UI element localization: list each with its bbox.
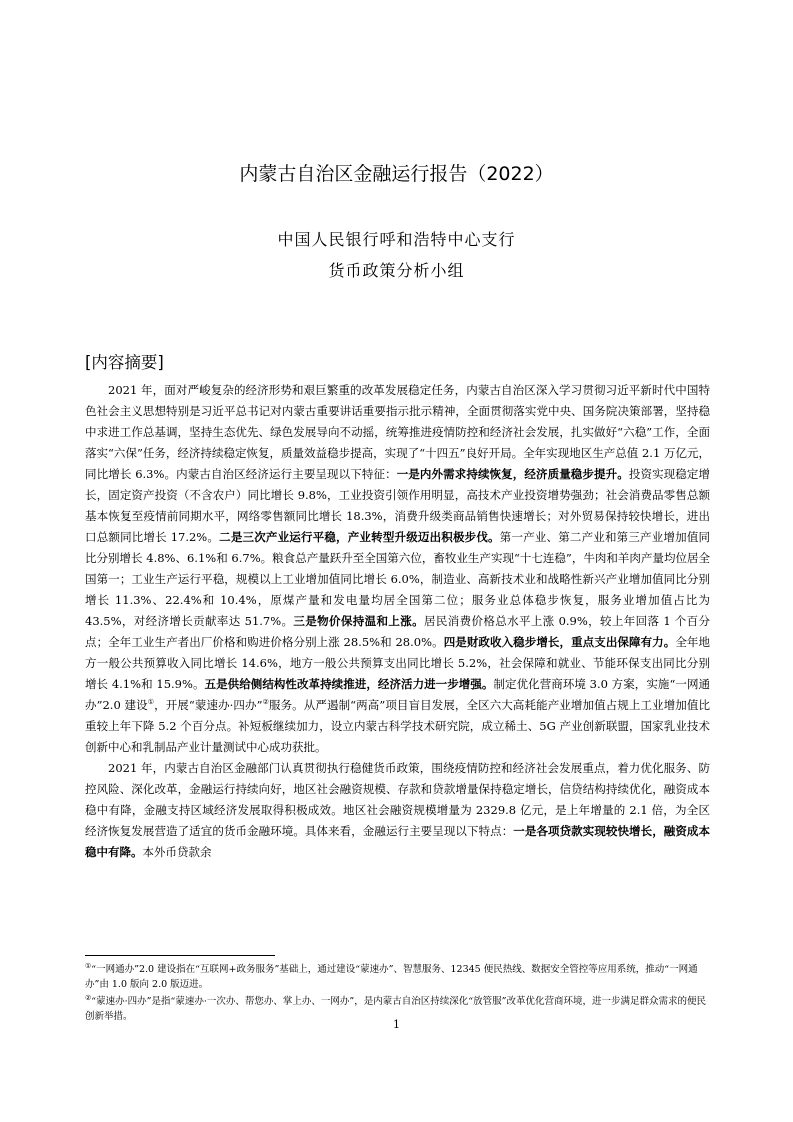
author-group: 货币政策分析小组 [328, 261, 465, 280]
highlight-text: 一是各项贷款实现较快增长，融资成本稳中有降。 [85, 824, 711, 859]
footnote-text: “蒙速办·四办”是指“蒙速办·一次办、帮您办、掌上办、一网办”，是内蒙古自治区持续深化“放管服”改革优化营商环境，进一步满足群众需求的便民创新举措。 [85, 996, 706, 1022]
paragraph-text: ，开展“蒙速办·四办” [154, 698, 263, 712]
footnote-divider [85, 955, 275, 956]
highlight-text: 四是财政收入稳步增长，重点支出保障有力。 [443, 635, 676, 649]
abstract-paragraph-2 [85, 758, 710, 863]
highlight-text: 二是三次产业运行平稳，产业转型升级迈出积极步伐。 [219, 530, 500, 544]
section-heading: [内容摘要] [85, 353, 164, 372]
footnote-mark: ② [85, 993, 92, 1002]
paragraph-text: 2021 年，面对严峻复杂的经济形势和艰巨繁重的改革发展稳定任务，内蒙古自治区深入学习贯彻习近平新时代中国特色社会主义思想特别是习近平总书记对内蒙古重要讲话重要指示批示精神，全面贯彻落实党中央、国务院决策部署，坚持稳中求进工作总基调，坚持生态优先、绿色发展导向不动摇，统筹推进疫情防控和经济社会发展，扎实做好“六稳”工作，全面落实“六保”任务，经济持续稳定恢复，质量效益稳步提高，实现了“十四五”良好开局。全年实现地区生产总值 2.1 万亿元，同比增长 6.3%。内蒙古自治区经济运行主要呈现以下特征： [85, 383, 710, 481]
footnote-ref-1[interactable]: ① [147, 698, 155, 707]
highlight-text: 一是内外需求持续恢复，经济质量稳步提升。 [396, 467, 629, 481]
highlight-text: 五是供给侧结构性改革持续推进，经济活力进一步增强。 [204, 677, 494, 691]
page-number: 1 [393, 1018, 400, 1031]
footnote-1 [85, 962, 710, 992]
paragraph-text: 全年地方一般公共预算收入同比增长 14.6%，地方一般公共预算支出同比增长 5.2%，社会保障和就业、节能环保支出同比分别增长 4.1%和 15.9%。 [85, 635, 711, 691]
abstract-paragraph-1 [85, 380, 710, 758]
footnote-ref-2[interactable]: ② [262, 698, 269, 707]
paragraph-text: 第一产业、第二产业和第三产业增加值同比分别增长 4.8%、6.1%和 6.7%。粮食总产量跃升至全国第六位，畜牧业生产实现“十七连稳”，牛肉和羊肉产量均位居全国第一；工业生产运行平稳，规模以上工业增加值同比增长 6.0%，制造业、高新技术业和战略性新兴产业增加值同比分别增长 11.3%、22.4%和 10.4%，原煤产量和发电量均居全国第二位；服务业总体稳步恢复，服务业增加值占比为 43.5%，对经济增长贡献率达 51.7%。 [85, 530, 711, 628]
highlight-text: 三是物价保持温和上涨。 [293, 614, 424, 628]
footnote-mark: ① [85, 961, 92, 970]
author-organization: 中国人民银行呼和浩特中心支行 [277, 230, 516, 249]
paragraph-text: 居民消费价格总水平上涨 0.9%，较上年回落 1 个百分点；全年工业生产者出厂价格和购进价格分别上涨 28.5%和 28.0%。 [85, 614, 710, 649]
footnote-text: “一网通办”2.0 建设指在“互联网+政务服务”基础上，通过建设“蒙速办”、智慧服务、12345 便民热线、数据安全管控等应用系统，推动“一网通办”由 1.0 版向 2.0 版迈进。 [85, 964, 698, 990]
abstract-body [85, 380, 710, 863]
paragraph-text: 本外币贷款余 [142, 845, 212, 859]
paragraph-text: 制定优化营商环境 3.0 方案，实施“一网通办”2.0 建设 [85, 677, 711, 712]
paragraph-text: 投资实现稳定增长，固定资产投资（不含农户）同比增长 9.8%，工业投资引领作用明显，高技术产业投资增势强劲；社会消费品零售总额基本恢复至疫情前同期水平，网络零售额同比增长 18.3%，消费升级类商品销售快速增长；对外贸易保持较快增长，进出口总额同比增长 17.2%。 [85, 467, 711, 544]
paragraph-text: 2021 年，内蒙古自治区金融部门认真贯彻执行稳健货币政策，围绕疫情防控和经济社会发展重点，着力优化服务、防控风险、深化改革，金融运行持续向好，地区社会融资规模、存款和贷款增量保持稳定增长，信贷结构持续优化，融资成本稳中有降，金融支持区域经济发展取得积极成效。地区社会融资规模增量为 2329.8 亿元，是上年增量的 2.1 倍，为全区经济恢复发展营造了适宜的货币金融环境。具体来看，金融运行主要呈现以下特点： [85, 761, 710, 838]
paragraph-text: 服务。从严遏制“两高”项目盲目发展，全区六大高耗能产业增加值占规上工业增加值比重较上年下降 5.2 个百分点。补短板继续加力，设立内蒙古科学技术研究院，成立稀土、5G 产业创新联盟，国家乳业技术创新中心和乳制品产业计量测试中心成功获批。 [85, 698, 710, 754]
footnotes [85, 962, 710, 1026]
document-title: 内蒙古自治区金融运行报告（2022） [239, 163, 554, 185]
